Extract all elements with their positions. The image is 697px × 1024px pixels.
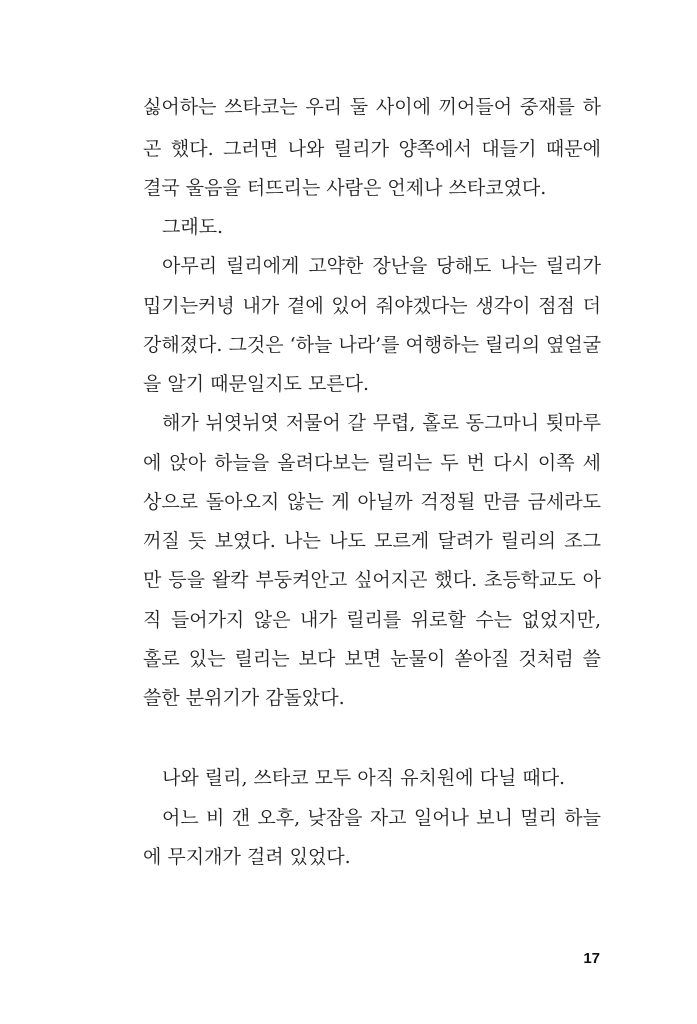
text-line: 밉기는커녕 내가 곁에 있어 줘야겠다는 생각이 점점 더 xyxy=(143,295,601,317)
page-number: 17 xyxy=(583,950,600,967)
text-line: 아무리 릴리에게 고약한 장난을 당해도 나는 릴리가 xyxy=(162,255,601,277)
text-line: 홀로 있는 릴리는 보다 보면 눈물이 쏟아질 것처럼 쓸 xyxy=(143,648,601,670)
text-line: 을 알기 때문일지도 모른다. xyxy=(143,373,370,395)
text-line: 곤 했다. 그러면 나와 릴리가 양쪽에서 대들기 때문에 xyxy=(143,138,601,160)
text-line: 상으로 돌아오지 않는 게 아닐까 걱정될 만큼 금세라도 xyxy=(143,491,601,513)
text-line: 해가 뉘엿뉘엿 저물어 갈 무렵, 홀로 동그마니 툇마루 xyxy=(162,412,601,434)
text-line: 싫어하는 쓰타코는 우리 둘 사이에 끼어들어 중재를 하 xyxy=(143,96,601,118)
text-line: 그래도. xyxy=(162,216,224,238)
text-line: 직 들어가지 않은 내가 릴리를 위로할 수는 없었지만, xyxy=(143,609,601,631)
text-line: 만 등을 왈칵 부둥켜안고 싶어지곤 했다. 초등학교도 아 xyxy=(143,569,601,591)
text-line: 나와 릴리, 쓰타코 모두 아직 유치원에 다닐 때다. xyxy=(162,767,566,789)
text-line: 꺼질 듯 보였다. 나는 나도 모르게 달려가 릴리의 조그 xyxy=(143,530,601,552)
text-line: 에 앉아 하늘을 올려다보는 릴리는 두 번 다시 이쪽 세 xyxy=(143,452,601,474)
text-line: 쓸한 분위기가 감돌았다. xyxy=(143,687,345,709)
text-line: 강해졌다. 그것은 ‘하늘 나라’를 여행하는 릴리의 옆얼굴 xyxy=(143,334,602,356)
text-line: 결국 울음을 터뜨리는 사람은 언제나 쓰타코였다. xyxy=(143,177,547,199)
text-line: 에 무지개가 걸려 있었다. xyxy=(143,846,351,868)
text-line: 어느 비 갠 오후, 낮잠을 자고 일어나 보니 멀리 하늘 xyxy=(162,807,601,829)
